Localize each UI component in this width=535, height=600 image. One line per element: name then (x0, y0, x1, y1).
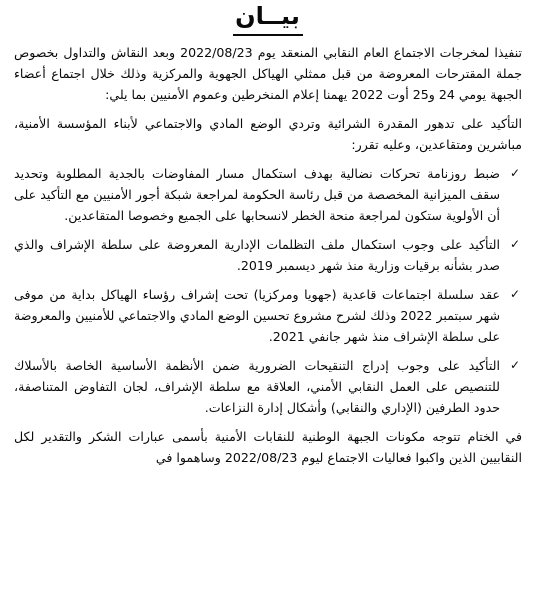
list-item-text: التأكيد على وجوب استكمال ملف التظلمات الإدارية المعروضة على سلطة الإشراف والذي صدر بشأنه برقيات وزارية منذ شهر ديسمبر 2019. (14, 237, 500, 273)
document-body (14, 42, 522, 468)
intro-paragraph: تنفيذا لمخرجات الاجتماع العام النقابي المنعقد يوم 2022/08/23 وبعد النقاش والتداول بخصوص جملة المقترحات المعروضة من قبل ممثلي الهياكل الجهوية والمركزية وذلك خلال اجتماع أعضاء الجبهة يومي 24 و25 أوت 2022 يهمنا إعلام المنخرطين وعموم الأمنيين بما يلي: (14, 45, 522, 102)
list-item (14, 284, 522, 347)
bullet-icon: ✓ (509, 287, 520, 301)
closing-paragraph: في الختام تتوجه مكونات الجبهة الوطنية للنقابات الأمنية بأسمى عبارات الشكر والتقدير لكل النقابيين الذين واكبوا فعاليات الاجتماع ليوم 2022/08/23 وساهموا في (14, 429, 522, 465)
document-title: بيــان (235, 2, 300, 30)
list-item (14, 163, 522, 226)
list-item-text: التأكيد على وجوب إدراج التنقيحات الضرورية ضمن الأنظمة الأساسية الخاصة بالأسلاك للتنصيص على العمل النقابي الأمني، العلاقة مع سلطة الإشراف، لجان التفاوض المتناصفة، حدود الطرفين (الإداري والنقابي) وأشكال إدارة النزاعات. (14, 358, 500, 415)
bullet-icon: ✓ (509, 166, 520, 180)
bullet-icon: ✓ (509, 358, 520, 372)
list-item (14, 355, 522, 418)
list-item-text: ضبط روزنامة تحركات نضالية بهدف استكمال مسار المفاوضات بالجدية المطلوبة وتحديد سقف الميزانية المخصصة من قبل رئاسة الحكومة لمراجعة شبكة أجور الأمنيين مع التأكيد على أن الأولوية ستكون لمراجعة منحة الخطر لانسحابها على الجميع وخصوصا المتقاعدين. (14, 166, 500, 223)
list-item-text: عقد سلسلة اجتماعات قاعدية (جهويا ومركزيا) تحت إشراف رؤساء الهياكل بداية من موفى شهر سبتمبر 2022 وذلك لشرح مشروع تحسين الوضع المادي والاجتماعي للأمنيين والمعروضة على سلطة الإشراف منذ شهر جانفي 2021. (14, 287, 500, 344)
list-item (14, 234, 522, 276)
bullet-icon: ✓ (509, 237, 520, 251)
statement-paragraph: التأكيد على تدهور المقدرة الشرائية وتردي الوضع المادي والاجتماعي لأبناء المؤسسة الأمنية، مباشرين ومتقاعدين، وعليه تقرر: (14, 116, 522, 152)
title-underline (233, 34, 303, 36)
